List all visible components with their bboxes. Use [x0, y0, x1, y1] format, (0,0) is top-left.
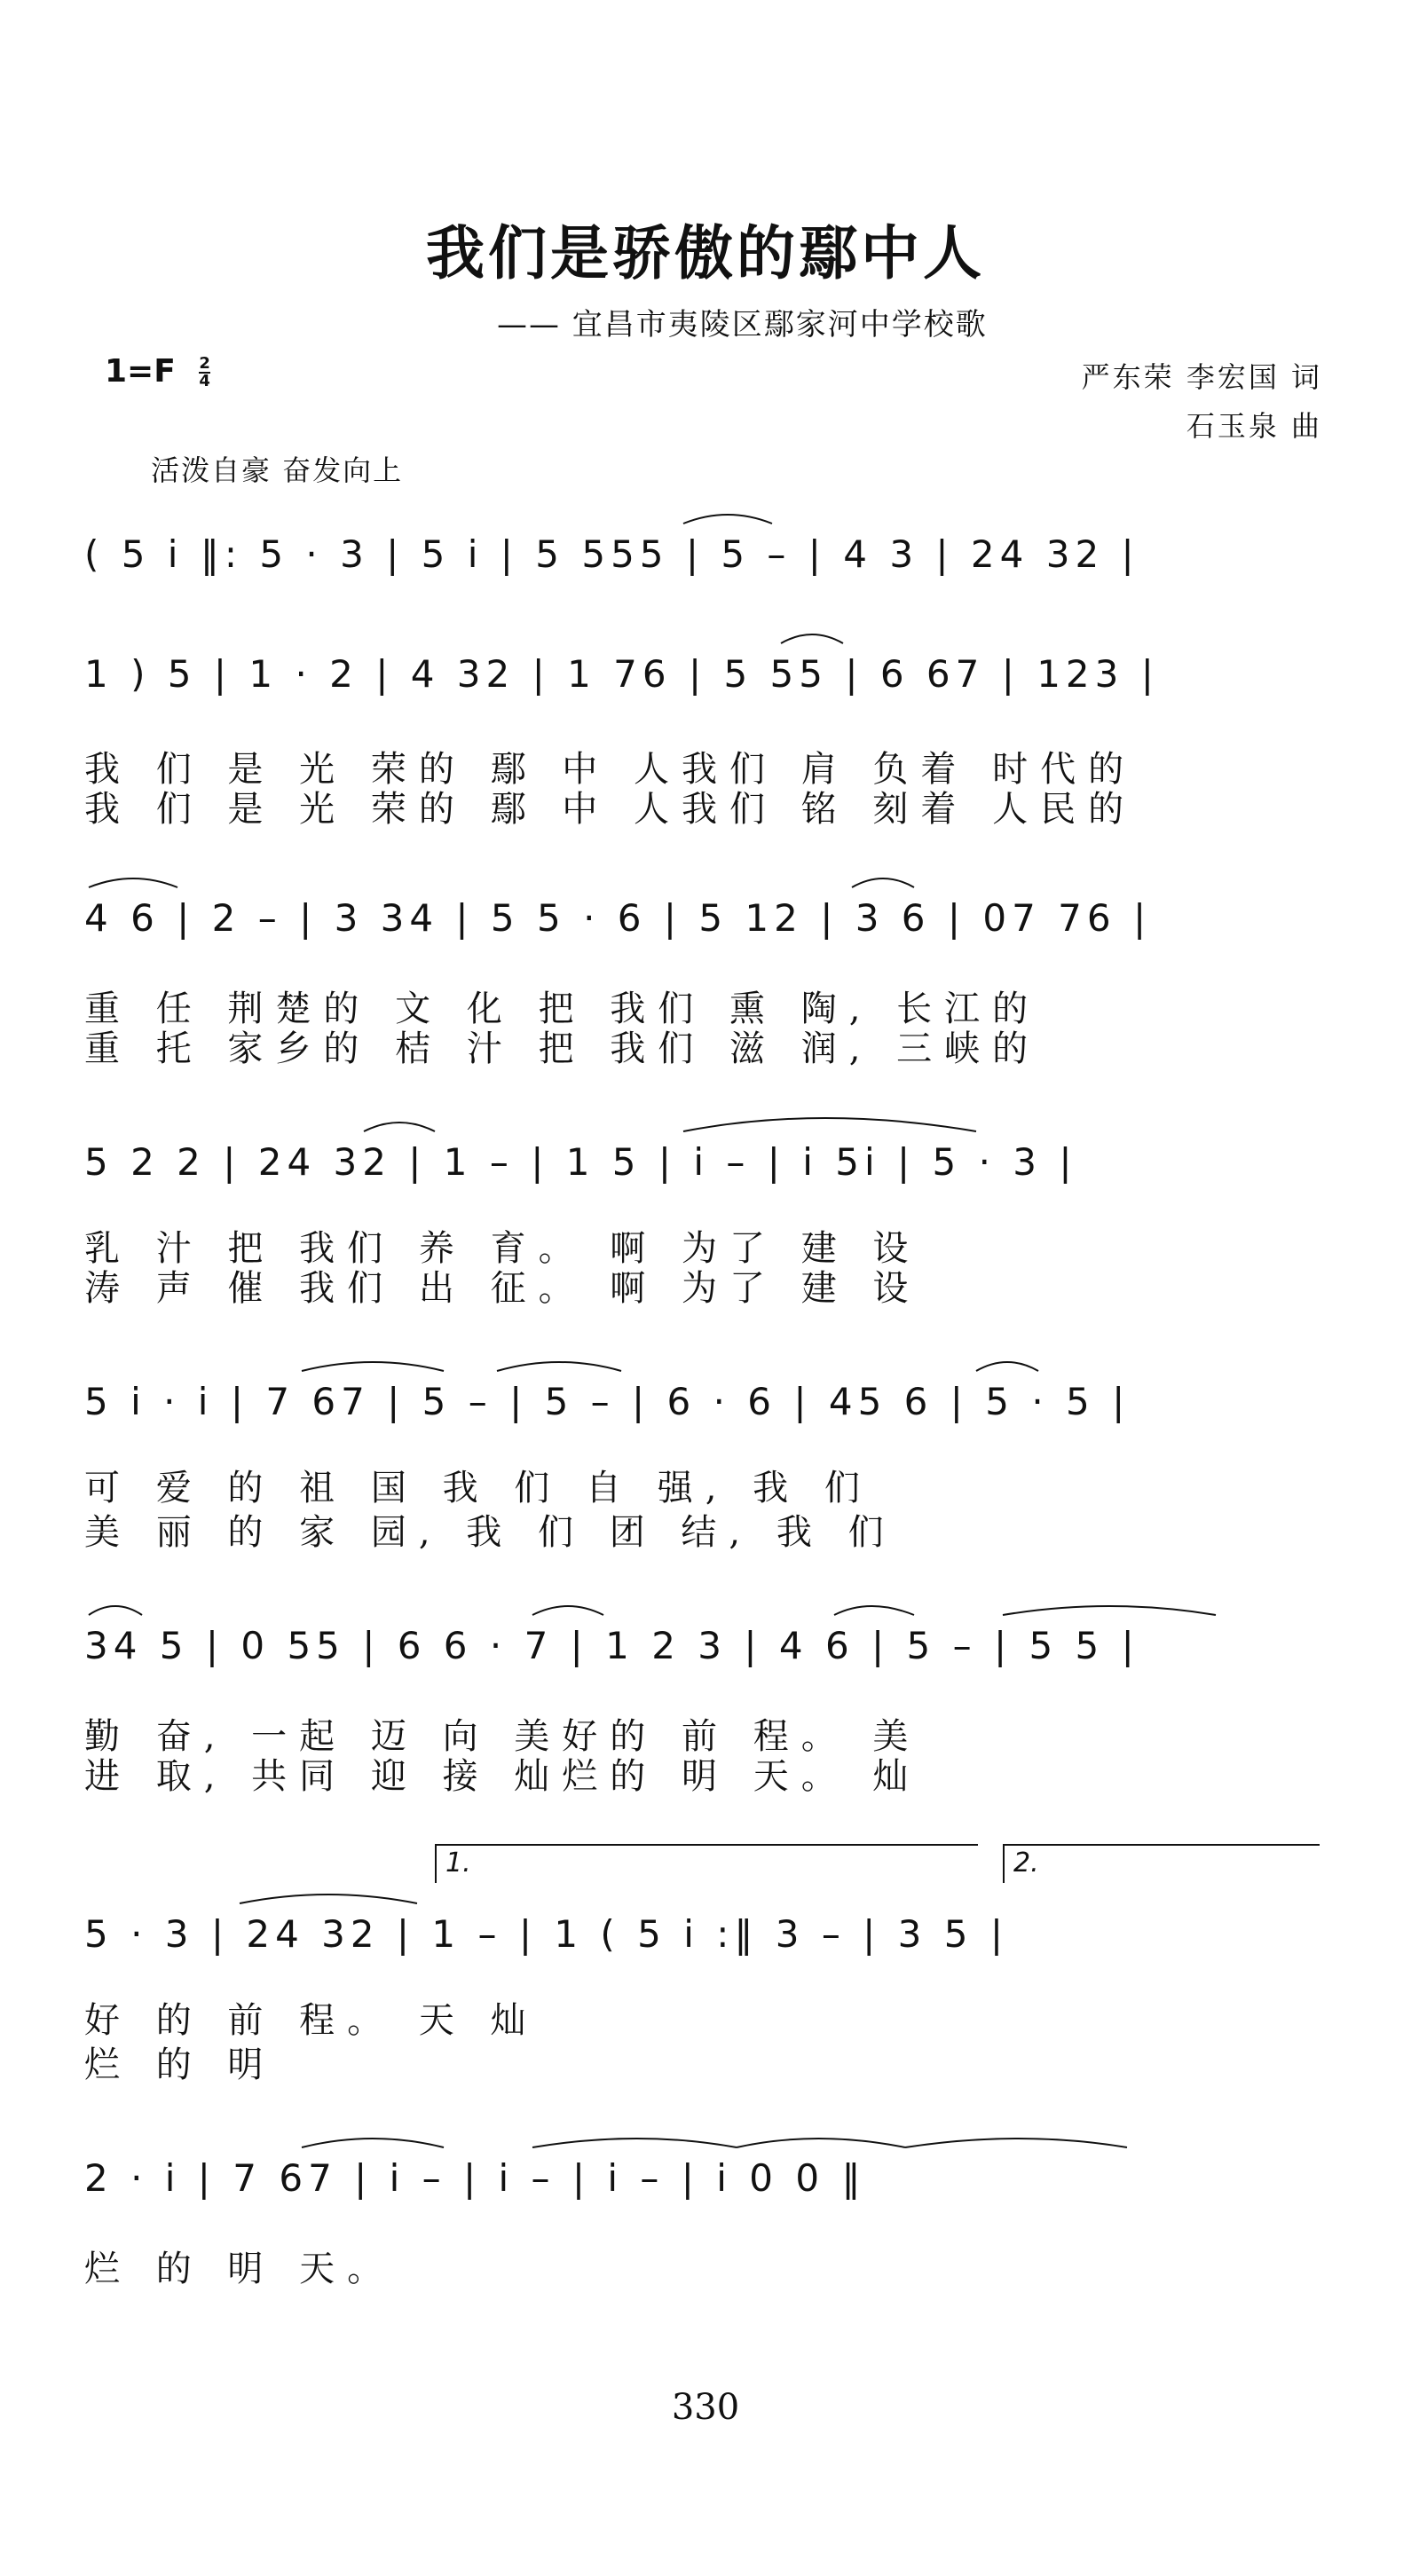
slur [89, 878, 177, 887]
slur [497, 1362, 621, 1371]
slur [1003, 1606, 1216, 1615]
score-row-7-lyric-1: 好 的 前 程。 天 灿 [84, 2000, 539, 2041]
score-row-2-lyric-2: 我 们 是 光 荣的 鄢 中 人我们 铭 刻着 人民的 [84, 789, 1137, 830]
slur [737, 2139, 905, 2147]
song-title: 我们是骄傲的鄢中人 [426, 218, 985, 288]
score-row-6-notes: 34 5 | 0 55 | 6 6 · 7 | 1 2 3 | 4 6 | 5 – | 5 5 | [84, 1624, 1139, 1667]
lyricist-credit: 严东荣 李宏国 词 [1081, 360, 1322, 394]
time-signature [199, 356, 210, 390]
slur [781, 634, 843, 643]
time-signature-bottom: 4 [199, 372, 210, 390]
first-ending-bracket [435, 1844, 978, 1883]
score-row-5-notes: 5 i · i | 7 67 | 5 – | 5 – | 6 · 6 | 45 6 | 5 · 5 | [84, 1380, 1131, 1423]
slur [852, 878, 914, 887]
slur [89, 1606, 142, 1615]
score-row-6-lyric-1: 勤 奋, 一起 迈 向 美好的 前 程。 美 [84, 1716, 921, 1757]
slur [683, 1118, 976, 1131]
second-ending-label: 2. [1013, 1847, 1039, 1879]
score-row-5-lyric-2: 美 丽 的 家 园, 我 们 团 结, 我 们 [84, 1512, 896, 1553]
triplet-bracket [683, 515, 772, 524]
song-subtitle: —— 宜昌市夷陵区鄢家河中学校歌 [497, 307, 988, 343]
key-signature [105, 353, 210, 390]
second-ending-bracket [1003, 1844, 1320, 1883]
slur [532, 1606, 603, 1615]
first-ending-label: 1. [445, 1847, 471, 1879]
score-row-4-notes: 5 2 2 | 24 32 | 1 – | 1 5 | i – | i 5i | 5 · 3 | [84, 1140, 1077, 1184]
slur [240, 1895, 417, 1903]
score-row-3-lyric-2: 重 托 家乡的 桔 汁 把 我们 滋 润, 三峡的 [84, 1028, 1041, 1069]
score-row-1-notes: ( 5 i ‖: 5 · 3 | 5 i | 5 555 | 5 – | 4 3 | 24 32 | [84, 532, 1139, 576]
composer-credit: 石玉泉 曲 [1186, 409, 1322, 443]
score-row-7-notes: 5 · 3 | 24 32 | 1 – | 1 ( 5 i :‖ 3 – | 3 5 | [84, 1912, 1008, 1956]
slur [905, 2139, 1127, 2147]
tempo-marking: 活泼自豪 奋发向上 [151, 453, 404, 487]
score-row-6-lyric-2: 进 取, 共同 迎 接 灿烂的 明 天。 灿 [84, 1756, 921, 1797]
slur [302, 2139, 444, 2147]
score-row-4-lyric-2: 涛 声 催 我们 出 征。 啊 为了 建 设 [84, 1268, 921, 1309]
score-row-8-notes: 2 · i | 7 67 | i – | i – | i – | i 0 0 ‖ [84, 2156, 866, 2200]
page-number: 330 [671, 2387, 740, 2428]
score-row-2-notes: 1 ) 5 | 1 · 2 | 4 32 | 1 76 | 5 55 | 6 67 | 123 | [84, 652, 1159, 696]
score-row-2-lyric-1: 我 们 是 光 荣的 鄢 中 人我们 肩 负着 时代的 [84, 749, 1137, 790]
score-row-8-lyric-1: 烂 的 明 天。 [84, 2249, 396, 2289]
score-row-7-lyric-2: 烂 的 明 [84, 2044, 276, 2085]
key-label: 1=F [105, 353, 176, 390]
slur [532, 2139, 737, 2147]
slur [364, 1123, 435, 1131]
score-row-3-notes: 4 6 | 2 – | 3 34 | 5 5 · 6 | 5 12 | 3 6 | 07 76 | [84, 896, 1152, 940]
score-row-5-lyric-1: 可 爱 的 祖 国 我 们 自 强, 我 们 [84, 1468, 872, 1509]
score-row-4-lyric-1: 乳 汁 把 我们 养 育。 啊 为了 建 设 [84, 1228, 921, 1269]
slur [302, 1362, 444, 1371]
slur [834, 1606, 914, 1615]
score-row-3-lyric-1: 重 任 荆楚的 文 化 把 我们 熏 陶, 长江的 [84, 989, 1041, 1029]
time-signature-top: 2 [199, 354, 210, 373]
slur [976, 1362, 1038, 1371]
